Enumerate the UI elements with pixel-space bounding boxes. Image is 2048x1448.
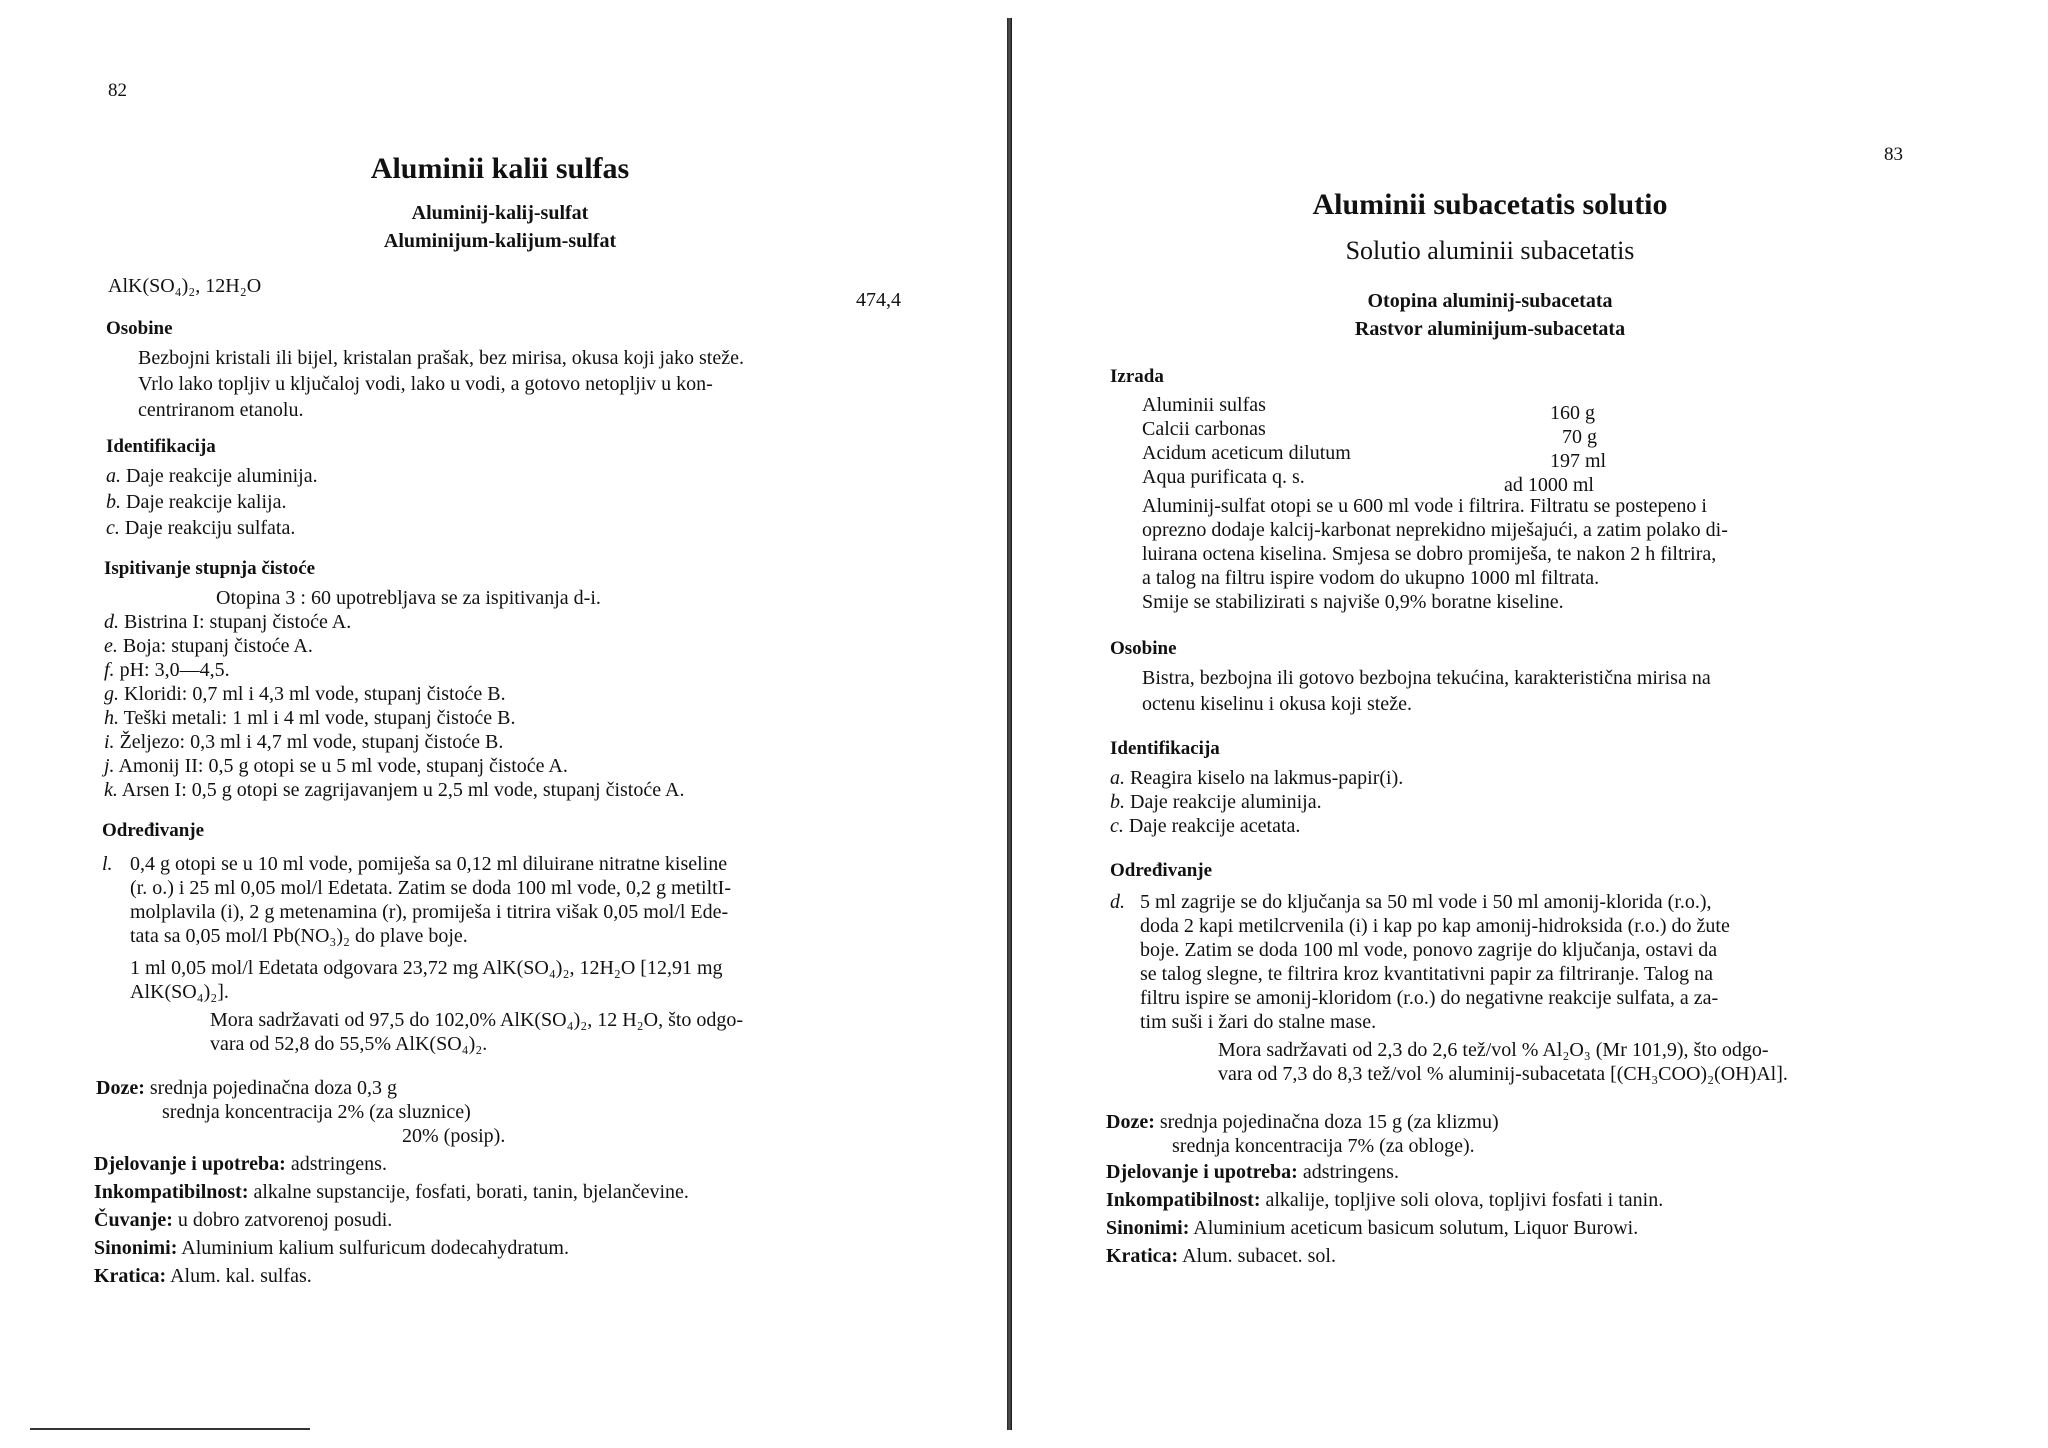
recipe-ingredient: Calcii carbonas (1142, 418, 1266, 440)
ispitivanje-intro: Otopina 3 : 60 upotrebljava se za ispitivanja d-i. (216, 587, 601, 609)
page-number: 83 (1884, 144, 1903, 165)
recipe-quantity: ad 1000 ml (1504, 474, 1594, 496)
recipe-ingredient: Aluminii sulfas (1142, 394, 1266, 416)
section-heading-identifikacija: Identifikacija (1110, 738, 1220, 759)
monograph-subtitle-plain: Solutio aluminii subacetatis (1345, 236, 1635, 265)
chemical-formula: AlK(SO₄)₂, 12H₂O (108, 275, 262, 297)
list-item: i. Željezo: 0,3 ml i 4,7 ml vode, stupanj čistoće B. (104, 731, 504, 753)
odredivanje-line: boje. Zatim se doda 100 ml vode, ponovo zagrije do ključanja, ostavi da (1140, 939, 1718, 961)
recipe-ingredient: Aqua purificata q. s. (1142, 466, 1305, 488)
list-item: a. Daje reakcije aluminija. (106, 465, 318, 487)
izrada-line: Aluminij-sulfat otopi se u 600 ml vode i filtrira. Filtratu se postepeno i (1142, 495, 1707, 517)
odredivanje-line: doda 2 kapi metilcrvenila (i) i kap po kap amonij-hidroksida (r.o.) do žute (1140, 915, 1730, 937)
list-item: c. Daje reakciju sulfata. (106, 517, 296, 539)
requirement-line: Mora sadržavati od 2,3 do 2,6 tež/vol % Al₂O₃ (Mr 101,9), što odgo- (1218, 1039, 1769, 1061)
section-heading-ispitivanje: Ispitivanje stupnja čistoće (104, 558, 316, 579)
doze-line: srednja koncentracija 7% (za obloge). (1172, 1135, 1475, 1157)
osobine-line-2: Vrlo lako topljiv u ključaloj vodi, lako u vodi, a gotovo netopljiv u kon- (138, 373, 713, 395)
recipe-quantity: 70 g (1562, 426, 1597, 448)
djelovanje-line: Djelovanje i upotreba: adstringens. (94, 1153, 387, 1175)
monograph-title: Aluminii kalii sulfas (370, 152, 630, 185)
list-item: d. Bistrina I: stupanj čistoće A. (104, 611, 352, 633)
requirement-line: Mora sadržavati od 97,5 do 102,0% AlK(SO₄)₂, 12 H₂O, što odgo- (210, 1009, 744, 1031)
odredivanje-line: 0,4 g otopi se u 10 ml vode, pomiješa sa 0,12 ml diluirane nitratne kiseline (130, 853, 728, 875)
monograph-subtitle-2: Aluminijum-kalijum-sulfat (383, 230, 617, 252)
list-item: h. Teški metali: 1 ml i 4 ml vode, stupanj čistoće B. (104, 707, 516, 729)
recipe-ingredient: Acidum aceticum dilutum (1142, 442, 1351, 464)
section-heading-osobine: Osobine (106, 318, 173, 339)
list-item: k. Arsen I: 0,5 g otopi se zagrijavanjem u 2,5 ml vode, stupanj čistoće A. (104, 779, 685, 801)
kratica-line: Kratica: Alum. kal. sulfas. (94, 1265, 312, 1287)
doze-line: 20% (posip). (402, 1125, 506, 1147)
equivalence-line: AlK(SO₄)₂]. (130, 981, 229, 1003)
list-item: a. Reagira kiselo na lakmus-papir(i). (1110, 767, 1404, 789)
doze-line: Doze: srednja pojedinačna doza 15 g (za klizmu) (1106, 1111, 1499, 1133)
odredivanje-line: (r. o.) i 25 ml 0,05 mol/l Edetata. Zatim se doda 100 ml vode, 0,2 g metiltI- (130, 877, 732, 899)
osobine-line-1: Bezbojni kristali ili bijel, kristalan prašak, bez mirisa, okusa koji jako steže. (138, 347, 744, 369)
djelovanje-line: Djelovanje i upotreba: adstringens. (1106, 1161, 1399, 1183)
osobine-line-1: Bistra, bezbojna ili gotovo bezbojna tekućina, karakteristična mirisa na (1142, 667, 1711, 689)
monograph-subtitle-2: Rastvor aluminijum-subacetata (1354, 318, 1626, 340)
odredivanje-line: filtru ispire se amonij-kloridom (r.o.) do negativne reakcije sulfata, a za- (1140, 987, 1719, 1009)
odredivanje-line: molplavila (i), 2 g metenamina (r), promiješa i titrira višak 0,05 mol/l Ede- (130, 901, 729, 923)
doze-line: srednja koncentracija 2% (za sluznice) (162, 1101, 471, 1123)
list-item: b. Daje reakcije aluminija. (1110, 791, 1322, 813)
izrada-line: Smije se stabilizirati s najviše 0,9% boratne kiseline. (1142, 591, 1564, 613)
list-marker: d. (1110, 891, 1125, 913)
sinonimi-line: Sinonimi: Aluminium aceticum basicum solutum, Liquor Burowi. (1106, 1217, 1639, 1239)
osobine-line-3: centriranom etanolu. (138, 399, 304, 421)
section-heading-osobine: Osobine (1110, 638, 1177, 659)
sinonimi-line: Sinonimi: Aluminium kalium sulfuricum dodecahydratum. (94, 1237, 569, 1259)
odredivanje-line: tata sa 0,05 mol/l Pb(NO₃)₂ do plave boje. (130, 925, 468, 947)
recipe-quantity: 197 ml (1550, 450, 1607, 472)
page-right (1010, 0, 2048, 1448)
inkompatibilnost-line: Inkompatibilnost: alkalije, topljive soli olova, topljivi fosfati i tanin. (1106, 1189, 1664, 1211)
list-item: e. Boja: stupanj čistoće A. (104, 635, 313, 657)
section-heading-izrada: Izrada (1110, 366, 1164, 387)
list-item: b. Daje reakcije kalija. (106, 491, 287, 513)
equivalence-line: 1 ml 0,05 mol/l Edetata odgovara 23,72 mg AlK(SO₄)₂, 12H₂O [12,91 mg (130, 957, 723, 979)
page-left (0, 0, 1010, 1448)
cuvanje-line: Čuvanje: u dobro zatvorenoj posudi. (94, 1209, 393, 1231)
recipe-quantity: 160 g (1550, 402, 1595, 424)
osobine-line-2: octenu kiselinu i okusa koji steže. (1142, 693, 1412, 715)
requirement-line: vara od 52,8 do 55,5% AlK(SO₄)₂. (210, 1033, 488, 1055)
requirement-line: vara od 7,3 do 8,3 tež/vol % aluminij-subacetata [(CH₃COO)₂(OH)Al]. (1218, 1063, 1788, 1085)
kratica-line: Kratica: Alum. subacet. sol. (1106, 1245, 1336, 1267)
list-item: f. pH: 3,0—4,5. (104, 659, 230, 681)
izrada-line: luirana octena kiselina. Smjesa se dobro promiješa, te nakon 2 h filtrira, (1142, 543, 1717, 565)
molecular-mass: 474,4 (856, 289, 901, 311)
list-marker: l. (102, 853, 113, 875)
section-heading-odredivanje: Određivanje (102, 820, 205, 841)
odredivanje-line: tim suši i žari do stalne mase. (1140, 1011, 1377, 1033)
scan-edge (30, 1428, 310, 1430)
page-number: 82 (108, 80, 127, 101)
monograph-title: Aluminii subacetatis solutio (1312, 188, 1668, 221)
odredivanje-line: 5 ml zagrije se do ključanja sa 50 ml vode i 50 ml amonij-klorida (r.o.), (1140, 891, 1712, 913)
inkompatibilnost-line: Inkompatibilnost: alkalne supstancije, fosfati, borati, tanin, bjelančevine. (94, 1181, 689, 1203)
izrada-line: oprezno dodaje kalcij-karbonat neprekidno miješajući, a zatim polako di- (1142, 519, 1728, 541)
list-item: c. Daje reakcije acetata. (1110, 815, 1301, 837)
section-heading-odredivanje: Određivanje (1110, 860, 1213, 881)
odredivanje-line: se talog slegne, te filtrira kroz kvantitativni papir za filtriranje. Talog na (1140, 963, 1714, 985)
monograph-subtitle-1: Aluminij-kalij-sulfat (411, 202, 589, 224)
monograph-subtitle-1: Otopina aluminij-subacetata (1367, 290, 1613, 312)
izrada-line: a talog na filtru ispire vodom do ukupno 1000 ml filtrata. (1142, 567, 1600, 589)
doze-line: Doze: srednja pojedinačna doza 0,3 g (96, 1077, 397, 1099)
section-heading-identifikacija: Identifikacija (106, 436, 216, 457)
list-item: g. Kloridi: 0,7 ml i 4,3 ml vode, stupanj čistoće B. (104, 683, 506, 705)
list-item: j. Amonij II: 0,5 g otopi se u 5 ml vode, stupanj čistoće A. (104, 755, 568, 777)
